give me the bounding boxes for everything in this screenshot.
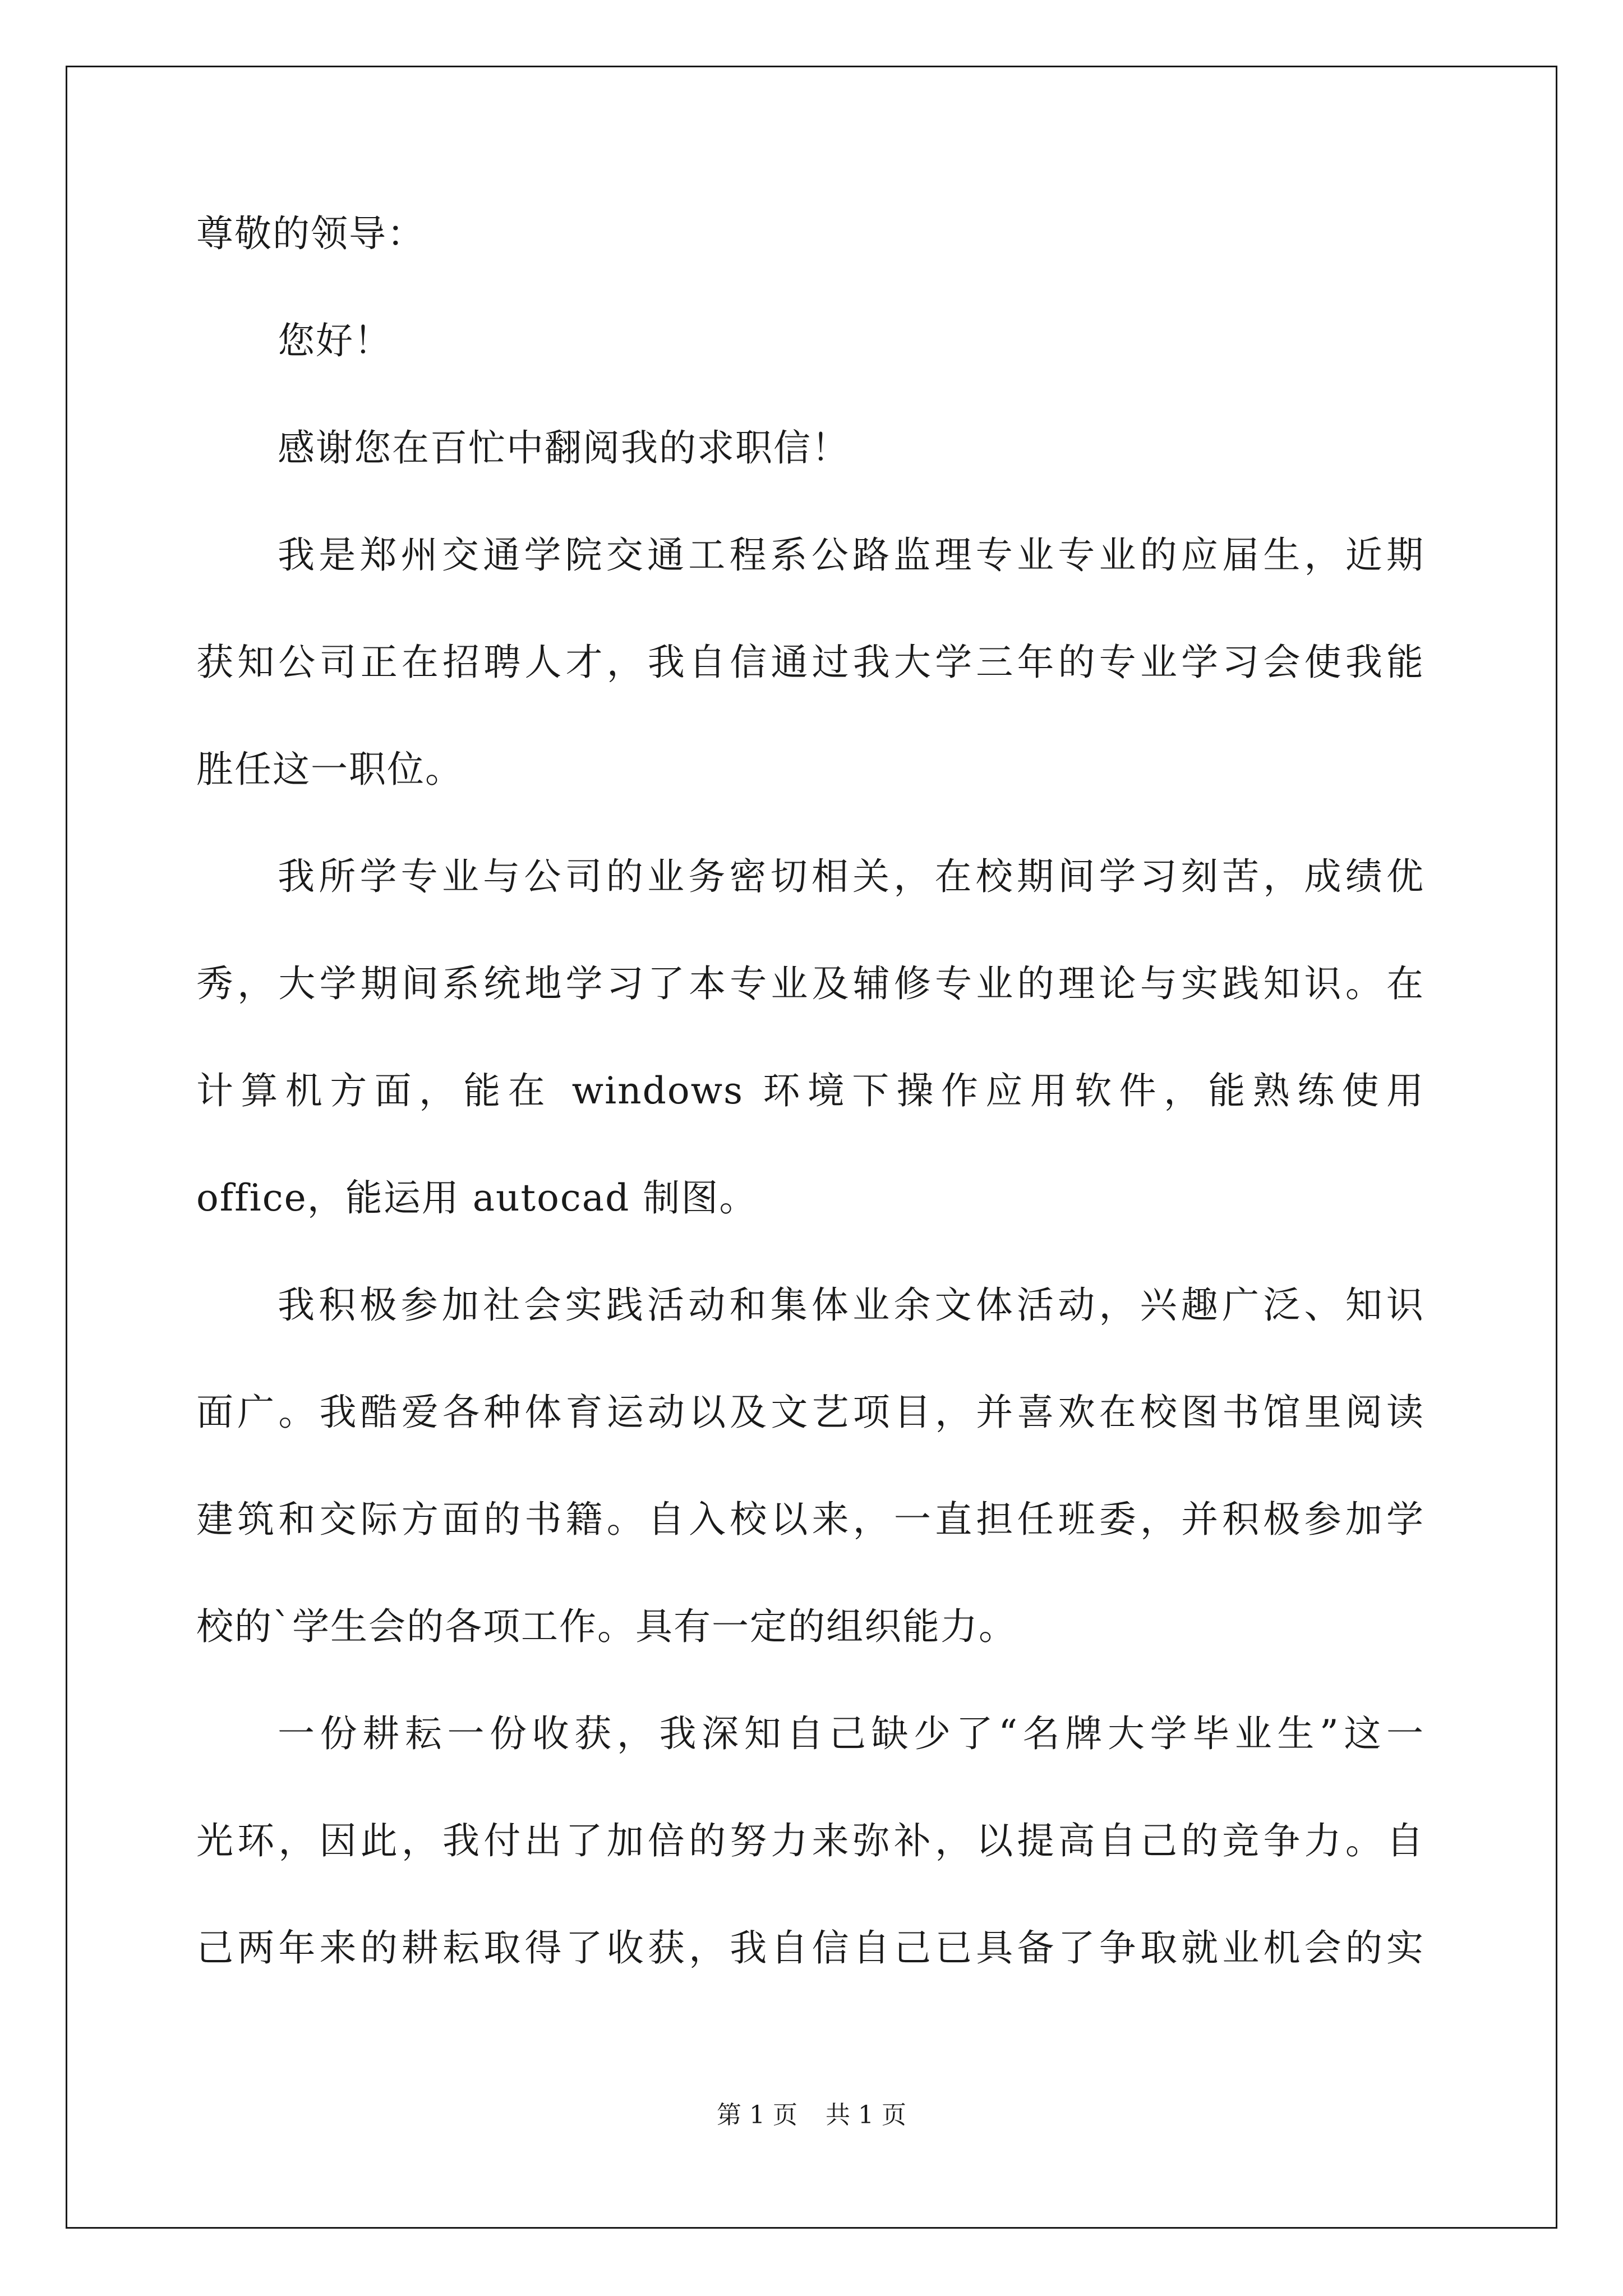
- paragraph-line: 我积极参加社会实践活动和集体业余文体活动，兴趣广泛、知识: [278, 1283, 1424, 1327]
- page-footer: [0, 2100, 1623, 2131]
- letter-body: [196, 213, 1424, 2035]
- paragraph-line: 校的`学生会的各项工作。具有一定的组织能力。: [196, 1605, 1017, 1648]
- paragraph-line: 获知公司正在招聘人才，我自信通过我大学三年的专业学习会使我能: [196, 641, 1424, 684]
- paragraph-line: 面广。我酷爱各种体育运动以及文艺项目，并喜欢在校图书馆里阅读: [196, 1391, 1424, 1434]
- paragraph-line: 己两年来的耕耘取得了收获，我自信自己已具备了争取就业机会的实: [196, 1926, 1424, 1970]
- paragraph-line: 我是郑州交通学院交通工程系公路监理专业专业的应届生，近期: [278, 533, 1424, 577]
- thanks-line: 感谢您在百忙中翻阅我的求职信！: [278, 426, 850, 470]
- paragraph-line: 建筑和交际方面的书籍。自入校以来，一直担任班委，并积极参加学: [196, 1498, 1424, 1541]
- paragraph-line: office，能运用 autocad 制图。: [196, 1176, 758, 1220]
- paragraph-line: 一份耕耘一份收获，我深知自己缺少了“名牌大学毕业生”这一: [278, 1712, 1424, 1755]
- paragraph-line: 胜任这一职位。: [196, 748, 463, 791]
- paragraph-line: 我所学专业与公司的业务密切相关，在校期间学习刻苦，成绩优: [278, 855, 1424, 898]
- page-number: 第 1 页: [717, 2101, 797, 2129]
- greeting: 您好！: [278, 319, 392, 362]
- page-total: 共 1 页: [826, 2101, 906, 2129]
- paragraph-line: 光环，因此，我付出了加倍的努力来弥补，以提高自己的竞争力。自: [196, 1819, 1424, 1862]
- salutation: 尊敬的领导：: [196, 212, 425, 255]
- paragraph-line: 秀，大学期间系统地学习了本专业及辅修专业的理论与实践知识。在: [196, 962, 1424, 1005]
- paragraph-line: 计算机方面，能在 windows 环境下操作应用软件，能熟练使用: [196, 1069, 1424, 1112]
